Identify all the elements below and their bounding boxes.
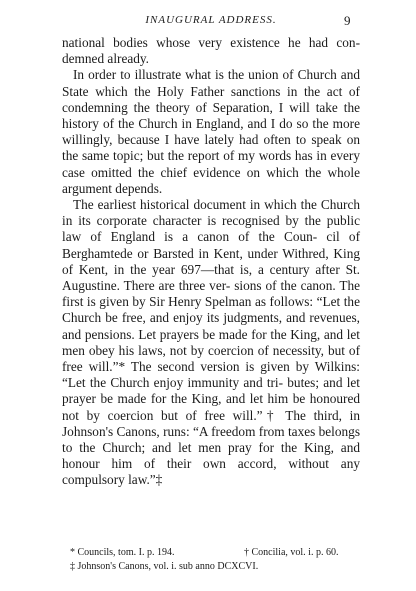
page-number: 9: [344, 13, 351, 28]
footnote-councils: * Councils, tom. I. p. 194.: [70, 547, 175, 558]
footnotes: [62, 546, 360, 574]
footnote-row: [62, 546, 360, 560]
paragraph-earliest-historical-document: The earliest historical document in which the Church in its corporate character is recognised by the public law of England is a canon of the Coun- cil of Berghamtede or Barsted in Kent, under Withred, King of Kent, in the year 697—that is, a century after St. Augustine. There are three ver- sions of the canon. The first is given by Sir Henry Spelman as follows: “Let the Church be free, and enjoy its judgments, and revenues, and pensions. Let prayers be made for the King, and let men obey his laws, not by coercion of necessity, but of free will.”* The second version is given by Wilkins: “Let the Church enjoy immunity and tri- butes; and let prayer be made for the King, and let him be honoured not by coercion but of free will.”† The third, in Johnson's Canons, runs: “A freedom from taxes belongs to the Church; and let men pray for the King, and honour him of their own accord, without any compulsory law.”‡: [62, 197, 360, 488]
running-head: INAUGURAL ADDRESS.: [145, 14, 277, 26]
paragraph-union-of-church-and-state: In order to illustrate what is the union of Church and State which the Holy Father sanctions in the act of condemning the theory of Separation, I will take the history of the Church in England, and I do so the more willingly, because I have lately had often to speak on the same topic; but the report of my words has in every case omitted the chief evidence on which the whole argument depends.: [62, 67, 360, 196]
page-header: [62, 14, 360, 30]
body-text: [62, 35, 360, 489]
footnote-concilia: † Concilia, vol. i. p. 60.: [244, 547, 339, 558]
footnote-row: [62, 560, 360, 574]
paragraph-continuation: national bodies whose very existence he had con- demned already.: [62, 35, 360, 67]
footnote-johnsons-canons: ‡ Johnson's Canons, vol. i. sub anno DCXCVI.: [70, 561, 259, 572]
